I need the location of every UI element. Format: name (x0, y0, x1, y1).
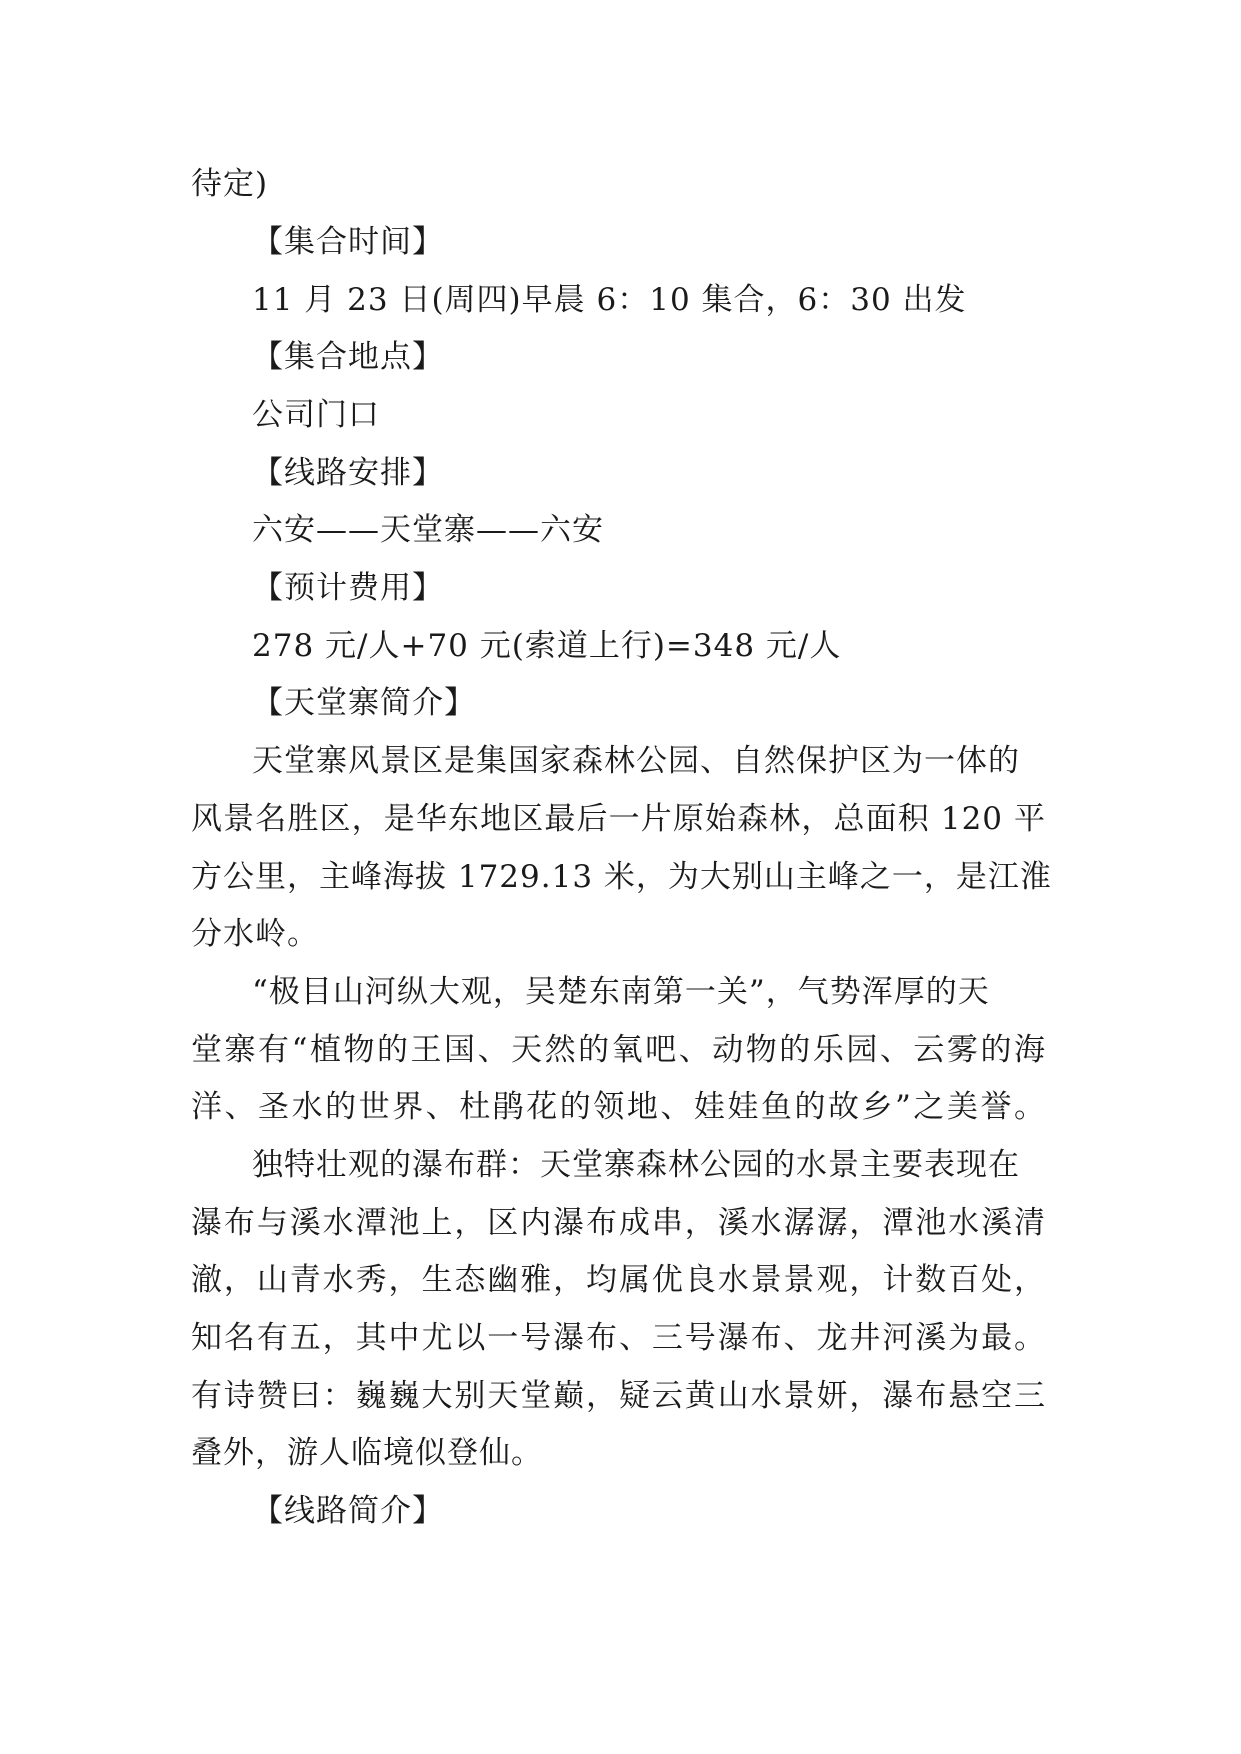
section-heading-route: 【线路安排】 (252, 455, 444, 491)
paragraph-line: 风景名胜区，是华东地区最后一片原始森林，总面积 120 平 (191, 801, 1046, 837)
text-line: 278 元/人+70 元(索道上行)=348 元/人 (252, 628, 842, 664)
paragraph-line: 知名有五，其中尤以一号瀑布、三号瀑布、龙井河溪为最。 (191, 1320, 1046, 1356)
paragraph-line: 有诗赞曰：巍巍大别天堂巅，疑云黄山水景妍，瀑布悬空三 (191, 1378, 1046, 1414)
paragraph-line: “极目山河纵大观，吴楚东南第一关”，气势浑厚的天 (252, 974, 990, 1010)
paragraph-line: 堂寨有“植物的王国、天然的氧吧、动物的乐园、云雾的海 (191, 1032, 1046, 1068)
text-line: 六安——天堂寨——六安 (252, 512, 604, 548)
text-line: 公司门口 (252, 397, 380, 433)
section-heading-assembly-place: 【集合地点】 (252, 339, 444, 375)
section-heading-intro: 【天堂寨简介】 (252, 685, 476, 721)
paragraph-line: 瀑布与溪水潭池上，区内瀑布成串，溪水潺潺，潭池水溪清 (191, 1205, 1046, 1241)
paragraph-line: 分水岭。 (191, 916, 319, 952)
paragraph-line: 天堂寨风景区是集国家森林公园、自然保护区为一体的 (252, 743, 1020, 779)
section-heading-cost: 【预计费用】 (252, 570, 444, 606)
paragraph-line: 叠外，游人临境似登仙。 (191, 1435, 543, 1471)
text-line: 11 月 23 日(周四)早晨 6：10 集合，6：30 出发 (252, 282, 967, 318)
text-line: 待定) (191, 166, 269, 202)
paragraph-line: 方公里，主峰海拔 1729.13 米，为大别山主峰之一，是江淮 (191, 859, 1052, 895)
paragraph-line: 洋、圣水的世界、杜鹃花的领地、娃娃鱼的故乡”之美誉。 (191, 1089, 1046, 1125)
section-heading-route-intro: 【线路简介】 (252, 1493, 444, 1529)
paragraph-line: 澈，山青水秀，生态幽雅，均属优良水景景观，计数百处， (191, 1262, 1046, 1298)
section-heading-assembly-time: 【集合时间】 (252, 224, 444, 260)
paragraph-line: 独特壮观的瀑布群：天堂寨森林公园的水景主要表现在 (252, 1147, 1020, 1183)
